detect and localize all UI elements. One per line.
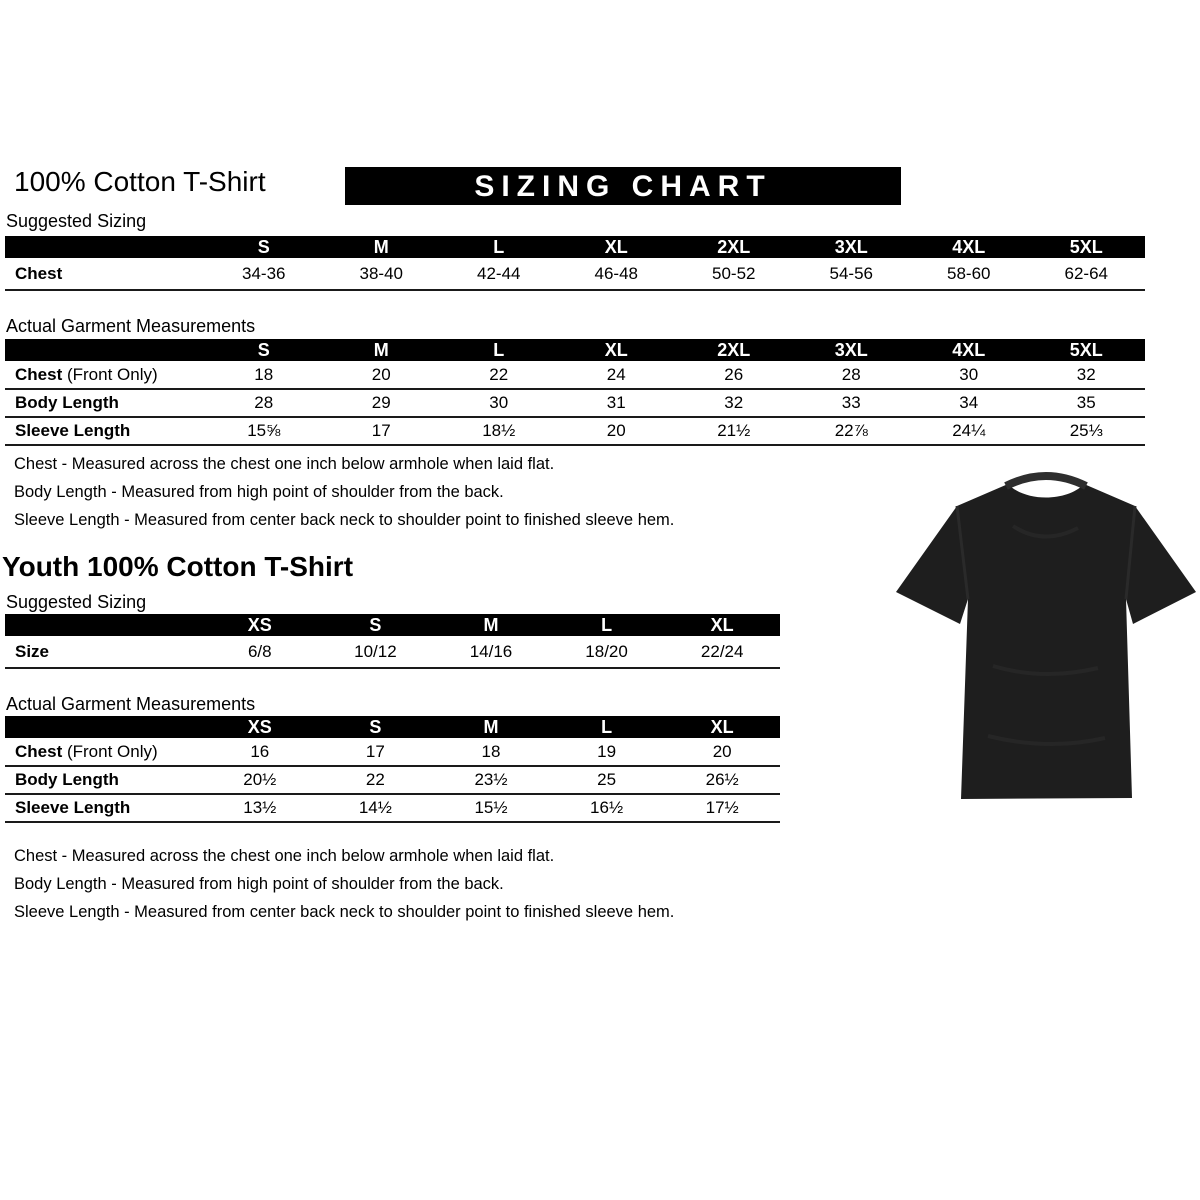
size-value: 14/16 — [433, 636, 549, 668]
size-value: 24 — [558, 361, 676, 389]
adult-section-title: 100% Cotton T-Shirt — [14, 166, 266, 197]
header-row — [5, 236, 1145, 258]
col-header-3xl: 3XL — [793, 236, 911, 258]
size-value: 22 — [318, 766, 434, 794]
size-value: 34 — [910, 389, 1028, 417]
size-value: 38-40 — [323, 258, 441, 290]
empty-corner-cell — [5, 236, 205, 258]
chest-front-only-row — [5, 361, 1145, 389]
col-header-s: S — [318, 614, 434, 636]
size-row — [5, 636, 780, 668]
row-label-suffix: (Front Only) — [62, 364, 158, 384]
size-value: 20½ — [202, 766, 318, 794]
col-header-4xl: 4XL — [910, 236, 1028, 258]
col-header-xs: XS — [202, 716, 318, 738]
adult-garment-measurements-table — [5, 339, 1145, 446]
size-value: 32 — [675, 389, 793, 417]
size-value: 24¼ — [910, 417, 1028, 445]
row-label: Sleeve Length — [5, 794, 202, 822]
size-value: 17 — [318, 738, 434, 766]
note-sleeve-length: Sleeve Length - Measured from center back neck to shoulder point to finished sleeve hem. — [14, 903, 675, 921]
col-header-m: M — [433, 716, 549, 738]
col-header-5xl: 5XL — [1028, 339, 1146, 361]
size-value: 21½ — [675, 417, 793, 445]
size-value: 46-48 — [558, 258, 676, 290]
note-chest: Chest - Measured across the chest one inch below armhole when laid flat. — [14, 847, 555, 865]
row-label: Size — [5, 636, 202, 668]
empty-corner-cell — [5, 716, 202, 738]
empty-corner-cell — [5, 339, 205, 361]
col-header-s: S — [318, 716, 434, 738]
size-value: 54-56 — [793, 258, 911, 290]
col-header-2xl: 2XL — [675, 236, 793, 258]
size-value: 22/24 — [664, 636, 780, 668]
col-header-xl: XL — [558, 339, 676, 361]
row-label: Sleeve Length — [5, 417, 205, 445]
col-header-3xl: 3XL — [793, 339, 911, 361]
size-value: 17 — [323, 417, 441, 445]
tshirt-icon — [893, 466, 1199, 816]
size-value: 42-44 — [440, 258, 558, 290]
col-header-l: L — [549, 614, 665, 636]
col-header-l: L — [440, 339, 558, 361]
col-header-s: S — [205, 236, 323, 258]
size-value: 20 — [558, 417, 676, 445]
empty-corner-cell — [5, 614, 202, 636]
row-label — [5, 738, 202, 766]
size-value: 29 — [323, 389, 441, 417]
row-label — [5, 361, 205, 389]
size-value: 58-60 — [910, 258, 1028, 290]
sizing-chart-banner: SIZING CHART — [345, 167, 901, 205]
note-body-length: Body Length - Measured from high point of shoulder from the back. — [14, 875, 504, 893]
size-value: 17½ — [664, 794, 780, 822]
size-value: 16 — [202, 738, 318, 766]
adult-measurement-notes — [14, 450, 674, 534]
size-value: 22 — [440, 361, 558, 389]
size-value: 22⅞ — [793, 417, 911, 445]
col-header-m: M — [433, 614, 549, 636]
size-value: 30 — [440, 389, 558, 417]
size-value: 28 — [205, 389, 323, 417]
note-chest: Chest - Measured across the chest one inch below armhole when laid flat. — [14, 455, 555, 473]
sleeve-length-row — [5, 417, 1145, 445]
size-value: 16½ — [549, 794, 665, 822]
row-label: Chest — [5, 258, 205, 290]
body-length-row — [5, 766, 780, 794]
body-length-row — [5, 389, 1145, 417]
size-value: 19 — [549, 738, 665, 766]
row-label-main: Chest — [15, 364, 63, 384]
size-value: 20 — [323, 361, 441, 389]
size-value: 13½ — [202, 794, 318, 822]
size-value: 20 — [664, 738, 780, 766]
size-value: 25⅓ — [1028, 417, 1146, 445]
col-header-5xl: 5XL — [1028, 236, 1146, 258]
col-header-4xl: 4XL — [910, 339, 1028, 361]
size-value: 14½ — [318, 794, 434, 822]
col-header-2xl: 2XL — [675, 339, 793, 361]
youth-measurement-notes — [14, 842, 674, 926]
size-value: 28 — [793, 361, 911, 389]
youth-suggested-sizing-label: Suggested Sizing — [6, 592, 147, 612]
col-header-m: M — [323, 236, 441, 258]
size-value: 18/20 — [549, 636, 665, 668]
adult-suggested-sizing-table — [5, 236, 1145, 291]
size-value: 25 — [549, 766, 665, 794]
note-body-length: Body Length - Measured from high point of shoulder from the back. — [14, 483, 504, 501]
youth-suggested-sizing-table — [5, 614, 780, 669]
size-value: 15⅝ — [205, 417, 323, 445]
col-header-l: L — [440, 236, 558, 258]
size-value: 18½ — [440, 417, 558, 445]
youth-garment-measurements-table — [5, 716, 780, 823]
row-label-suffix: (Front Only) — [62, 741, 158, 761]
size-value: 6/8 — [202, 636, 318, 668]
row-label-main: Chest — [15, 741, 63, 761]
col-header-xs: XS — [202, 614, 318, 636]
col-header-l: L — [549, 716, 665, 738]
adult-garment-measurements-label: Actual Garment Measurements — [6, 316, 256, 336]
note-sleeve-length: Sleeve Length - Measured from center back neck to shoulder point to finished sleeve hem. — [14, 511, 675, 529]
chest-front-only-row — [5, 738, 780, 766]
sleeve-length-row — [5, 794, 780, 822]
youth-section-title: Youth 100% Cotton T-Shirt — [2, 551, 354, 582]
size-value: 26½ — [664, 766, 780, 794]
size-value: 33 — [793, 389, 911, 417]
size-value: 15½ — [433, 794, 549, 822]
size-value: 62-64 — [1028, 258, 1146, 290]
black-tshirt-image — [893, 466, 1199, 816]
size-value: 30 — [910, 361, 1028, 389]
row-label: Body Length — [5, 389, 205, 417]
size-value: 26 — [675, 361, 793, 389]
col-header-s: S — [205, 339, 323, 361]
header-row — [5, 716, 780, 738]
col-header-xl: XL — [664, 614, 780, 636]
chest-row — [5, 258, 1145, 290]
header-row — [5, 339, 1145, 361]
col-header-xl: XL — [664, 716, 780, 738]
header-row — [5, 614, 780, 636]
size-value: 23½ — [433, 766, 549, 794]
size-value: 10/12 — [318, 636, 434, 668]
size-value: 34-36 — [205, 258, 323, 290]
col-header-xl: XL — [558, 236, 676, 258]
size-value: 32 — [1028, 361, 1146, 389]
size-value: 50-52 — [675, 258, 793, 290]
size-value: 18 — [205, 361, 323, 389]
adult-suggested-sizing-label: Suggested Sizing — [6, 211, 147, 231]
size-value: 31 — [558, 389, 676, 417]
youth-garment-measurements-label: Actual Garment Measurements — [6, 694, 256, 714]
size-value: 35 — [1028, 389, 1146, 417]
row-label: Body Length — [5, 766, 202, 794]
col-header-m: M — [323, 339, 441, 361]
size-value: 18 — [433, 738, 549, 766]
